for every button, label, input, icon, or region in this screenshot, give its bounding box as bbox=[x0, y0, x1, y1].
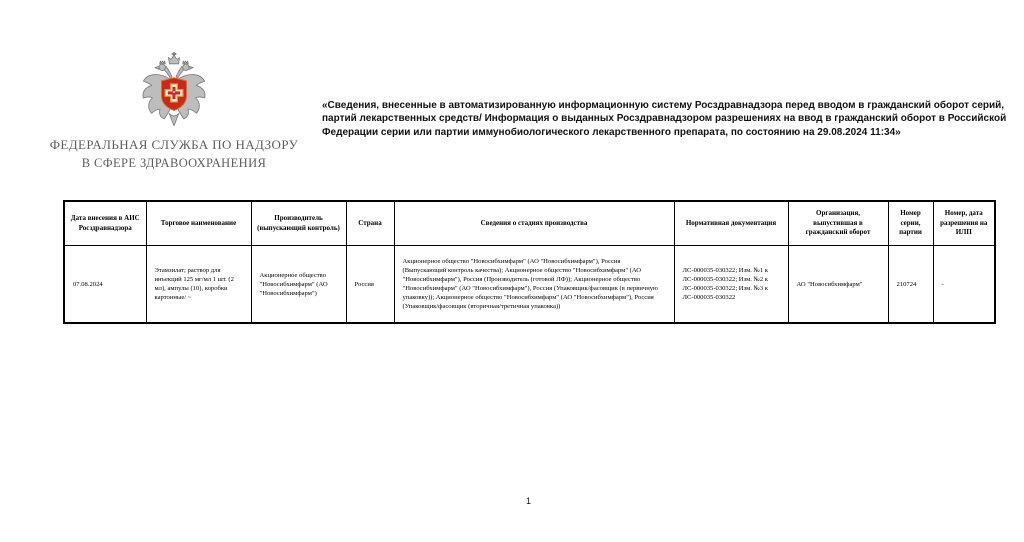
col-header-date-entered: Дата внесения в АИС Росздравнадзора bbox=[64, 201, 146, 246]
cell-manufacturer: Акционерное общество "Новосибхимфарм" (АО "Новосибхимфарм") bbox=[251, 246, 346, 324]
col-header-manufacturer: Производитель (выпускающий контроль) bbox=[251, 201, 346, 246]
col-header-production-stages: Сведения о стадиях производства bbox=[394, 201, 674, 246]
col-header-country: Страна bbox=[346, 201, 394, 246]
table-row bbox=[64, 246, 995, 324]
cell-releasing-org: АО "Новосибхимфарм" bbox=[788, 246, 888, 324]
col-header-releasing-org: Организация, выпустившая в гражданский оборот bbox=[788, 201, 888, 246]
col-header-batch-number: Номер серии, партии bbox=[888, 201, 933, 246]
col-header-ilp-permit: Номер, дата разрешения на ИЛП bbox=[933, 201, 995, 246]
cell-country: Россия bbox=[346, 246, 394, 324]
col-header-normative-docs: Нормативная документация bbox=[674, 201, 788, 246]
col-header-trade-name: Торговое наименование bbox=[146, 201, 251, 246]
page-number: 1 bbox=[525, 496, 531, 506]
report-table bbox=[63, 200, 996, 324]
roszdravnadzor-emblem-icon bbox=[139, 52, 209, 130]
agency-name-line2: В СФЕРЕ ЗДРАВООХРАНЕНИЯ bbox=[81, 156, 267, 170]
table-header-row bbox=[64, 201, 995, 246]
cell-normative-docs: ЛС-000035-030322; Изм. №1 к ЛС-000035-030322; Изм. №2 к ЛС-000035-030322; Изм. №3 к ЛС-000035-030322 bbox=[674, 246, 788, 324]
cell-trade-name: Этамзилат; раствор для инъекций 125 мг/мл 1 шт. (2 мл), ампулы (10), коробки картонные/ ~ bbox=[146, 246, 251, 324]
agency-name bbox=[40, 136, 308, 171]
cell-date-entered: 07.08.2024 bbox=[64, 246, 146, 324]
document-title: «Сведения, внесенные в автоматизированную информационную систему Росздравнадзора перед вводом в гражданский оборот серий, партий лекарственных средств/ Информация о выданных Росздравнадзором разрешениях на ввод в гражданский оборот в Российской Федерации серии или партии иммунобиологического лекарственного препарата, по состоянию на 29.08.2024 11:34» bbox=[322, 100, 1007, 138]
cell-ilp-permit: - bbox=[933, 246, 995, 324]
agency-name-line1: ФЕДЕРАЛЬНАЯ СЛУЖБА ПО НАДЗОРУ bbox=[49, 137, 299, 152]
cell-batch-number: 210724 bbox=[888, 246, 933, 324]
cell-production-stages: Акционерное общество "Новосибхимфарм" (АО "Новосибхимфарм"), Россия (Выпускающий контроль качества); Акционерное общество "Новосибхимфарм" (АО "Новосибхимфарм"), Россия (Производитель (готовой ЛФ)); Акционерное общество "Новосибхимфарм" (АО "Новосибхимфарм"), Россия (Упаковщик/фасовщик (в первичную упаковку)); Акционерное общество "Новосибхимфарм" (АО "Новосибхимфарм"), Россия (Упаковщик/фасовщик (вторичная/третичная упаковка)) bbox=[394, 246, 674, 324]
